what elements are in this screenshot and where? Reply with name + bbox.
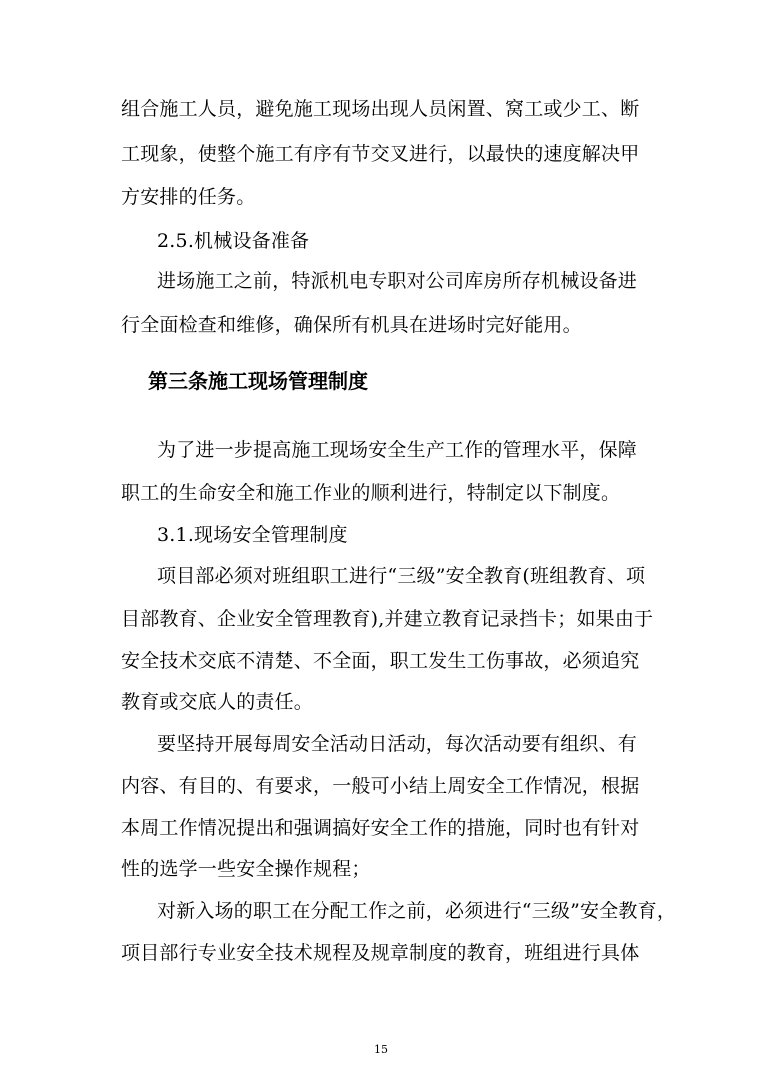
article-3-heading: 第三条施工现场管理制度 bbox=[148, 369, 368, 393]
paragraph-6-line-1: 对新入场的职工在分配工作之前，必须进行“三级”安全教育， bbox=[157, 900, 677, 922]
page-number: 15 bbox=[374, 1043, 388, 1056]
paragraph-4-line-2: 目部教育、企业安全管理教育),并建立教育记录挡卡；如果由于 bbox=[121, 608, 654, 630]
paragraph-2-line-2: 行全面检查和维修，确保所有机具在进场时完好能用。 bbox=[121, 314, 582, 336]
subsection-heading-3-1: 3.1.现场安全管理制度 bbox=[157, 524, 348, 546]
paragraph-4-line-4: 教育或交底人的责任。 bbox=[121, 691, 314, 713]
paragraph-5-line-4: 性的选学一些安全操作规程； bbox=[121, 858, 371, 880]
subsection-heading-2-5: 2.5.机械设备准备 bbox=[157, 230, 310, 252]
paragraph-3-line-1: 为了进一步提高施工现场安全生产工作的管理水平，保障 bbox=[157, 439, 638, 461]
paragraph-5-line-2: 内容、有目的、有要求，一般可小结上周安全工作情况，根据 bbox=[121, 775, 640, 797]
paragraph-1-line-1: 组合施工人员，避免施工现场出现人员闲置、窝工或少工、断 bbox=[121, 98, 640, 120]
paragraph-2-line-1: 进场施工之前，特派机电专职对公司库房所存机械设备进 bbox=[157, 270, 638, 292]
paragraph-1-line-2: 工现象，使整个施工有序有节交叉进行，以最快的速度解决甲 bbox=[121, 143, 640, 165]
paragraph-5-line-1: 要坚持开展每周安全活动日活动，每次活动要有组织、有 bbox=[157, 733, 638, 755]
paragraph-6-line-2: 项目部行专业安全技术规程及规章制度的教育，班组进行具体 bbox=[121, 942, 640, 964]
paragraph-4-line-3: 安全技术交底不清楚、不全面，职工发生工伤事故，必须追究 bbox=[121, 650, 640, 672]
paragraph-5-line-3: 本周工作情况提出和强调搞好安全工作的措施，同时也有针对 bbox=[121, 817, 640, 839]
paragraph-1-line-3: 方安排的任务。 bbox=[121, 186, 256, 208]
paragraph-4-line-1: 项目部必须对班组职工进行“三级”安全教育(班组教育、项 bbox=[157, 565, 646, 587]
paragraph-3-line-2: 职工的生命安全和施工作业的顺利进行，特制定以下制度。 bbox=[121, 482, 621, 504]
